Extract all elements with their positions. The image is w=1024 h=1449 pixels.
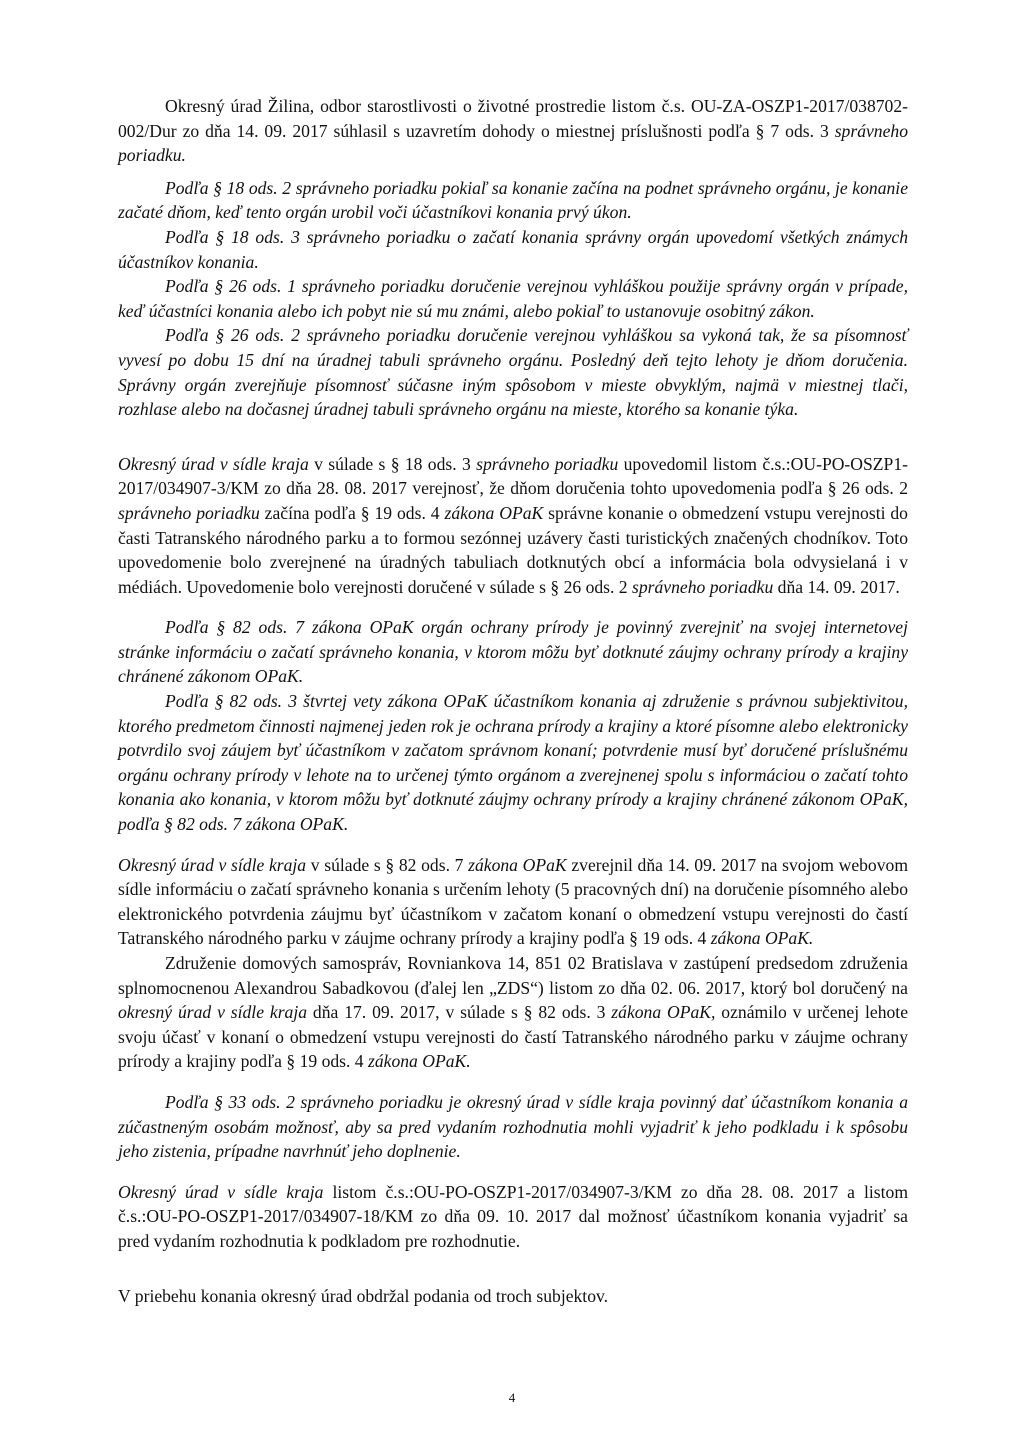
paragraph <box>118 1180 908 1254</box>
italic-text-run: správneho poriadku. <box>118 120 908 166</box>
paragraph <box>118 615 908 689</box>
italic-text-run: Podľa § 18 ods. 3 správneho poriadku o začatí konania správny orgán upovedomí všetkých známych účastníkov konania. <box>118 226 908 272</box>
paragraph <box>118 1284 908 1309</box>
text-run: začína podľa § 19 ods. 4 <box>259 502 445 523</box>
italic-text-run: správneho poriadku <box>632 576 774 597</box>
text-run: Okresný úrad Žilina, odbor starostlivosti o životné prostredie listom č.s. OU-ZA-OSZP1-2017/038702-002/Dur zo dňa 14. 09. 2017 súhlasil s uzavretím dohody o miestnej príslušnosti podľa § 7 ods. 3 <box>118 96 908 141</box>
italic-text-run: Okresný úrad v sídle kraja <box>118 453 309 474</box>
text-run: V priebehu konania okresný úrad obdržal podania od troch subjektov. <box>118 1285 609 1306</box>
italic-text-run: okresný úrad v sídle kraja <box>118 1002 308 1023</box>
text-run: správne konanie o obmedzení vstupu verejnosti do časti Tatranského národného parku a to formou sezónnej uzávery časti turistických značených chodníkov. Toto upovedomenie bolo zverejnené na úradných tabuliach dotknutých obcí a informácia bola odvysielaná i v médiách. Upovedomenie bolo verejnosti doručené v súlade s § 26 ods. 2 <box>118 502 908 597</box>
italic-text-run: zákona OPaK. <box>368 1051 471 1072</box>
paragraph <box>118 689 908 837</box>
paragraph <box>118 452 908 600</box>
italic-text-run: Podľa § 18 ods. 2 správneho poriadku pokiaľ sa konanie začína na podnet správneho orgánu, je konanie začaté dňom, keď tento orgán urobil voči účastníkovi konania prvý úkon. <box>118 177 908 223</box>
paragraph <box>118 853 908 951</box>
text-run: dňa 14. 09. 2017. <box>773 576 900 597</box>
italic-text-run: Podľa § 82 ods. 3 štvrtej vety zákona OPaK účastníkom konania aj združenie s právnou subjektivitou, ktorého predmetom činnosti najmenej jeden rok je ochrana prírody a krajiny a ktoré písomne alebo elektronicky potvrdilo svoj záujem byť účastníkom v začatom správnom konaní; potvrdenie musí byť doručené príslušnému orgánu ochrany prírody v lehote na to určenej týmto orgánom a zverejnenej spolu s informáciou o začatí tohto konania ako konania, v ktorom môžu byť dotknuté záujmy ochrany prírody a krajiny chránené zákonom OPaK, podľa § 82 ods. 7 zákona OPaK. <box>118 691 908 835</box>
text-run: dňa 17. 09. 2017, v súlade s § 82 ods. 3 <box>307 1002 612 1023</box>
paragraph <box>118 176 908 225</box>
italic-text-run: Okresný úrad v sídle kraja <box>118 854 307 875</box>
paragraph <box>118 94 908 168</box>
text-run: listom č.s.:OU-PO-OSZP1-2017/034907-3/KM zo dňa 28. 08. 2017 a listom č.s.:OU-PO-OSZP1-2017/034907-18/KM zo dňa 09. 10. 2017 dal možnosť účastníkom konania vyjadriť sa pred vydaním rozhodnutia k podkladom pre rozhodnutie. <box>118 1181 908 1251</box>
text-run: upovedomil listom č.s.:OU-PO-OSZP1-2017/034907-3/KM zo dňa 28. 08. 2017 verejnosť, že dňom doručenia tohto upovedomenia podľa § 26 ods. 2 <box>118 453 908 499</box>
italic-text-run: správneho poriadku <box>476 453 619 474</box>
italic-text-run: zákona OPaK <box>468 854 567 875</box>
page-number: 4 <box>508 1390 516 1405</box>
paragraph <box>118 225 908 274</box>
text-run: Združenie domových samospráv, Rovniankova 14, 851 02 Bratislava v zastúpení predsedom združenia splnomocnenou Alexandrou Sabadkovou (ďalej len „ZDS“) listom zo dňa 02. 06. 2017, ktorý bol doručený na <box>118 953 908 998</box>
italic-text-run: zákona OPaK. <box>710 928 814 949</box>
italic-text-run: Podľa § 26 ods. 1 správneho poriadku doručenie verejnou vyhláškou použije správny orgán v prípade, keď účastníci konania alebo ich pobyt nie sú mu známi, alebo pokiaľ to ustanovuje osobitný zákon. <box>118 276 908 321</box>
text-run: v súlade s § 82 ods. 7 <box>306 854 469 875</box>
paragraph <box>118 274 908 323</box>
paragraph <box>118 951 908 1074</box>
italic-text-run: Podľa § 33 ods. 2 správneho poriadku je okresný úrad v sídle kraja povinný dať účastníkom konania a zúčastneným osobám možnosť, aby sa pred vydaním rozhodnutia mohli vyjadriť k jeho podkladu i k spôsobu jeho zistenia, prípadne navrhnúť jeho doplnenie. <box>118 1091 908 1162</box>
text-run: zverejnil dňa 14. 09. 2017 na svojom webovom sídle informáciu o začatí správneho konania s určením lehoty (5 pracovných dní) na doručenie písomného alebo elektronického potvrdenia záujmu byť účastníkom v začatom konaní o obmedzení vstupu verejnosti do častí Tatranského národného parku v záujme ochrany prírody a krajiny podľa § 19 ods. 4 <box>118 854 908 949</box>
text-run: v súlade s § 18 ods. 3 <box>308 453 477 474</box>
paragraph <box>118 323 908 421</box>
document-page <box>118 94 908 1308</box>
italic-text-run: zákona OPaK <box>444 502 544 523</box>
paragraph <box>118 1090 908 1164</box>
italic-text-run: Podľa § 82 ods. 7 zákona OPaK orgán ochrany prírody je povinný zverejniť na svojej internetovej stránke informáciu o začatí správneho konania, v ktorom môžu byť dotknuté záujmy ochrany prírody a krajiny chránené zákonom OPaK. <box>118 617 908 687</box>
italic-text-run: Okresný úrad v sídle kraja <box>118 1181 324 1202</box>
italic-text-run: správneho poriadku <box>118 502 260 523</box>
italic-text-run: zákona OPaK, <box>611 1002 716 1023</box>
text-run: oznámilo v určenej lehote svoju účasť v konaní o obmedzení vstupu verejnosti do častí Tatranského národného parku v záujme ochrany prírody a krajiny podľa § 19 ods. 4 <box>118 1002 908 1072</box>
italic-text-run: Podľa § 26 ods. 2 správneho poriadku doručenie verejnou vyhláškou sa vykoná tak, že sa písomnosť vyvesí po dobu 15 dní na úradnej tabuli správneho orgánu. Posledný deň tejto lehoty je dňom doručenia. Správny orgán zverejňuje písomnosť súčasne iným spôsobom v mieste obvyklým, najmä v miestnej tlači, rozhlase alebo na dočasnej úradnej tabuli správneho orgánu na mieste, ktorého sa konanie týka. <box>118 325 908 420</box>
